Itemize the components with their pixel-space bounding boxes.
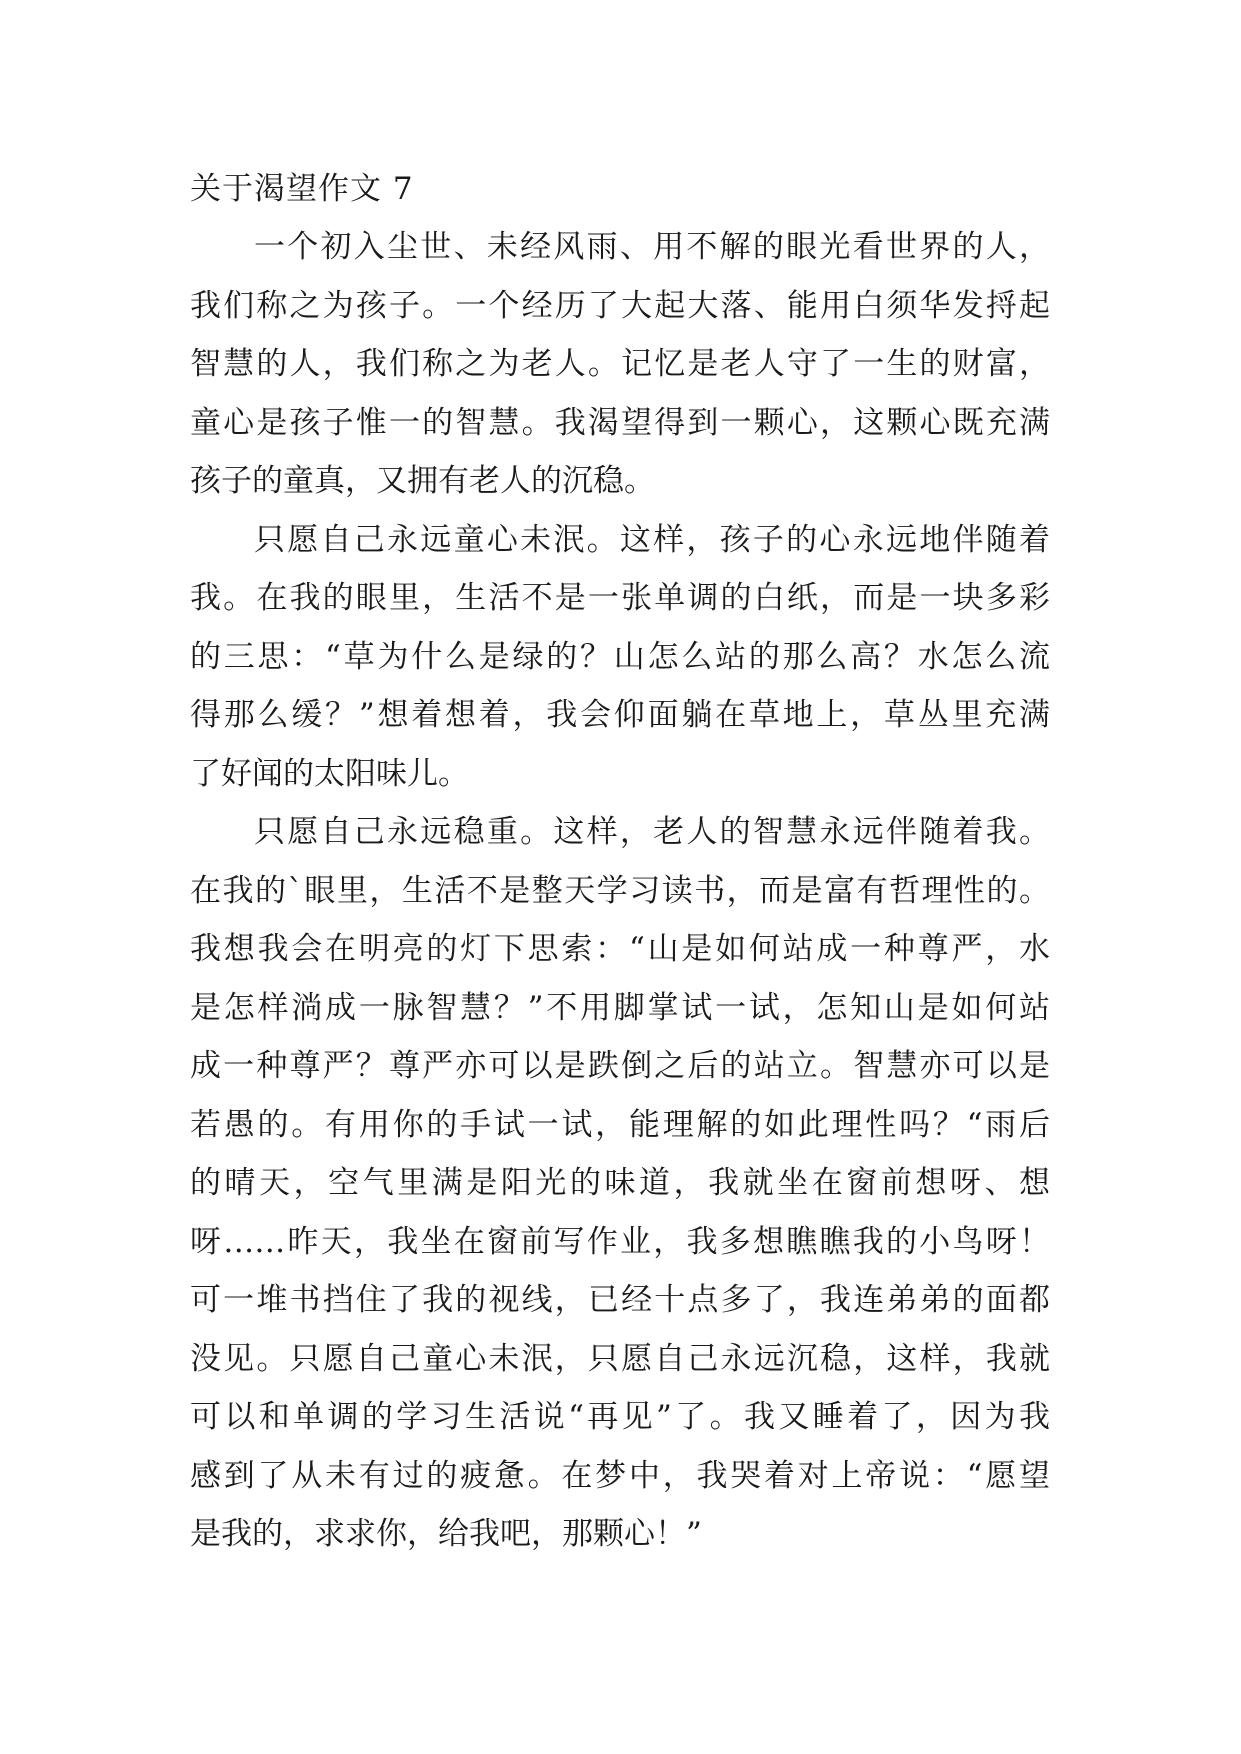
paragraph-line: 在我的`眼里，生活不是整天学习读书，而是富有哲理性的。 [190, 872, 1050, 909]
paragraph-line: 我。在我的眼里，生活不是一张单调的白纸，而是一块多彩 [190, 580, 1050, 616]
paragraph-2 [190, 511, 1050, 804]
document-title: 关于渴望作文 7 [190, 171, 414, 207]
paragraph-line: 可以和单调的学习生活说“再见”了。我又睡着了，因为我 [190, 1399, 1050, 1435]
paragraph-line: 只愿自己永远稳重。这样，老人的智慧永远伴随着我。 [254, 814, 1050, 850]
paragraph-line: 的三思：“草为什么是绿的？山怎么站的那么高？水怎么流 [190, 638, 1050, 675]
paragraph-line: 成一种尊严？尊严亦可以是跌倒之后的站立。智慧亦可以是 [190, 1048, 1050, 1084]
paragraph-line: 呀……昨天，我坐在窗前写作业，我多想瞧瞧我的小鸟呀！ [190, 1223, 1050, 1260]
paragraph-line: 的晴天，空气里满是阳光的味道，我就坐在窗前想呀、想 [190, 1165, 1050, 1201]
paragraph-line: 若愚的。有用你的手试一试，能理解的如此理性吗？“雨后 [190, 1106, 1050, 1143]
paragraph-line: 只愿自己永远童心未泯。这样，孩子的心永远地伴随着 [254, 521, 1050, 558]
paragraph-line: 了好闻的太阳味儿。 [190, 755, 469, 792]
paragraph-line: 是怎样淌成一脉智慧？”不用脚掌试一试，怎知山是如何站 [190, 989, 1050, 1026]
paragraph-line: 童心是孩子惟一的智慧。我渴望得到一颗心，这颗心既充满 [190, 404, 1050, 441]
paragraph-line: 是我的，求求你，给我吧，那颗心！” [190, 1516, 702, 1552]
paragraph-line: 我们称之为孩子。一个经历了大起大落、能用白须华发捋起 [190, 287, 1050, 324]
paragraph-line: 智慧的人，我们称之为老人。记忆是老人守了一生的财富， [190, 346, 1050, 382]
paragraph-line: 一个初入尘世、未经风雨、用不解的眼光看世界的人， [254, 229, 1050, 265]
paragraph-line: 可一堆书挡住了我的视线，已经十点多了，我连弟弟的面都 [190, 1282, 1050, 1318]
paragraph-line: 得那么缓？”想着想着，我会仰面躺在草地上，草丛里充满 [190, 697, 1050, 733]
paragraph-line: 我想我会在明亮的灯下思索：“山是如何站成一种尊严，水 [190, 931, 1050, 967]
paragraph-line: 没见。只愿自己童心未泯，只愿自己永远沉稳，这样，我就 [190, 1340, 1050, 1377]
paragraph-3 [190, 803, 1050, 1564]
document-body [190, 160, 1050, 1564]
paragraph-line: 孩子的童真，又拥有老人的沉稳。 [190, 463, 655, 499]
paragraph-line: 感到了从未有过的疲惫。在梦中，我哭着对上帝说：“愿望 [190, 1457, 1050, 1494]
paragraph-1 [190, 218, 1050, 511]
